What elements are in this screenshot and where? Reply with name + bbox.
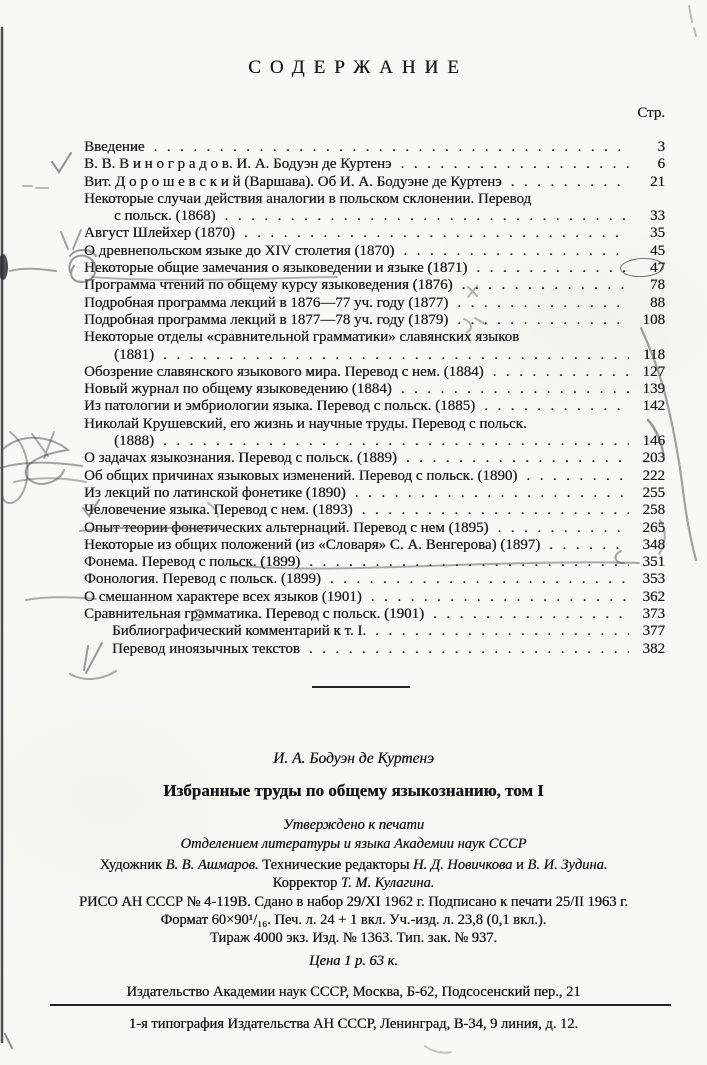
corrector-label: Корректор	[272, 875, 338, 891]
toc-entry-title: Об общих причинах языковых изменений. Перевод с польск. (1890)	[84, 467, 518, 484]
toc-leader-dots	[424, 606, 629, 623]
toc-leader-dots	[353, 502, 629, 519]
toc-entry	[84, 485, 665, 502]
toc-entry	[84, 641, 665, 658]
toc-entry	[84, 191, 665, 208]
toc-leader-dots	[467, 260, 629, 277]
toc-leader-dots	[475, 398, 629, 415]
colophon-tirazh-line: Тираж 4000 экз. Изд. № 1363. Тип. зак. № 937.	[209, 930, 498, 946]
toc-entry	[84, 225, 665, 242]
toc-entry-title: О древнепольском языке до XIV столетия (1870)	[84, 242, 395, 259]
toc-page-number: 139	[642, 381, 665, 398]
toc-entry-title: Некоторые общие замечания о языковедении и языке (1871)	[84, 260, 468, 277]
toc-entry-title: Подробная программа лекций в 1877—78 уч. году (1879)	[84, 311, 449, 328]
toc-entry	[84, 502, 665, 519]
toc-entry-title: Август Шлейхер (1870)	[84, 225, 235, 242]
toc-entry-title: с польск. (1868)	[114, 208, 216, 225]
toc-page-number-circled: 47	[629, 260, 665, 277]
toc-leader-dots	[394, 243, 629, 260]
toc-leader-dots	[448, 295, 629, 312]
tech-editors-label: Технические редакторы	[262, 857, 410, 873]
toc-leader-dots	[488, 520, 629, 537]
toc-page-number: 78	[650, 277, 665, 294]
toc-page-number: 353	[642, 571, 665, 588]
toc-page-number: 348	[642, 536, 665, 553]
section-divider-rule	[312, 686, 410, 688]
tech-editor-2: В. И. Зудина.	[527, 857, 608, 873]
toc-entry-title: Новый журнал по общему языковедению (1884)	[84, 381, 392, 398]
toc-page-number: 6	[657, 156, 665, 173]
toc-page-number: 21	[650, 173, 665, 190]
toc-page-number: 108	[642, 311, 665, 328]
colophon-corrector-line	[0, 875, 707, 892]
colophon-format-line: Формат 60×90¹/₁₆. Печ. л. 24 + 1 вкл. Уч.-изд. л. 23,8 (0,1 вкл.).	[160, 912, 547, 928]
toc-entry-title: Программа чтений по общему курсу языковедения (1876)	[84, 277, 453, 294]
toc-leader-dots	[391, 156, 629, 173]
toc-entry-title: (1881)	[114, 346, 154, 363]
toc-entry	[84, 364, 665, 381]
toc-leader-dots	[144, 139, 629, 156]
toc-entry	[84, 381, 665, 398]
toc-leader-dots	[540, 537, 629, 554]
toc-entry	[84, 260, 665, 277]
toc-entry-title: Вит. Д о р о ш е в с к и й (Варшава). Об И. А. Бодуэне де Куртенэ	[84, 173, 502, 190]
pencil-dash-mark	[23, 186, 48, 188]
toc-entry	[84, 329, 665, 346]
top-right-speck	[689, 6, 696, 36]
toc-entry-continuation	[84, 347, 665, 364]
toc-entry-title: О задачах языкознания. Перевод с польск. (1889)	[84, 450, 397, 467]
colophon-author: И. А. Бодуэн де Куртенэ	[273, 750, 434, 767]
toc-entry	[84, 139, 665, 156]
pencil-big-scribble-e	[14, 478, 86, 482]
toc-page-number: 45	[650, 242, 665, 259]
toc-entry-title: Подробная программа лекций в 1876—77 уч. году (1877)	[84, 294, 449, 311]
toc-page-number: 351	[642, 554, 665, 571]
toc-page-number: 203	[642, 450, 665, 467]
toc-leader-dots	[154, 347, 629, 364]
toc-page-number: 33	[650, 208, 665, 225]
colophon-approved-line2: Отделением литературы и языка Академии наук СССР	[180, 836, 527, 852]
toc-entry-title: Человечение языка. Перевод с нем. (1893)	[84, 502, 353, 519]
artist-name: В. В. Ашмаров.	[165, 857, 259, 873]
toc-page-number: 146	[642, 433, 665, 450]
toc-entry	[84, 537, 665, 554]
colophon-staff-line	[0, 857, 707, 874]
toc-page-number: 362	[642, 588, 665, 605]
pencil-check-mark	[52, 153, 71, 172]
pencil-big-scribble-a	[2, 438, 68, 484]
toc-entry	[84, 589, 665, 606]
toc-leader-dots	[484, 364, 629, 381]
toc-leader-dots	[517, 468, 629, 485]
toc-entry-title: Николай Крушевский, его жизнь и научные труды. Перевод с польск.	[84, 415, 527, 432]
toc-page-number: 265	[642, 519, 665, 536]
toc-leader-dots	[346, 485, 629, 502]
table-of-contents	[84, 139, 665, 658]
toc-entry-title: Из лекций по латинской фонетике (1890)	[84, 484, 346, 501]
scan-edge-tick	[5, 1034, 12, 1048]
toc-page-number: 142	[642, 398, 665, 415]
pencil-slash-marks	[61, 230, 81, 249]
toc-entry-title: О смешанном характере всех языков (1901)	[84, 588, 362, 605]
toc-entry-title: Обозрение славянского языкового мира. Перевод с нем. (1884)	[84, 363, 484, 380]
toc-entry	[84, 623, 665, 640]
colophon-price-line: Цена 1 р. 63 к.	[309, 953, 398, 969]
toc-entry-title: (1888)	[114, 433, 154, 450]
toc-leader-dots	[366, 623, 629, 640]
toc-leader-dots	[321, 571, 629, 588]
toc-leader-dots	[300, 554, 629, 571]
toc-page-number: 127	[642, 363, 665, 380]
toc-entry-title: Фонология. Перевод с польск. (1899)	[84, 571, 321, 588]
toc-page-number: 118	[643, 346, 665, 363]
tech-editor-1: Н. Д. Новичкова	[413, 857, 513, 873]
toc-leader-dots	[362, 589, 629, 606]
toc-entry	[84, 520, 665, 537]
toc-entry	[84, 243, 665, 260]
toc-entry	[84, 277, 665, 294]
corrector-name: Т. М. Кулагина.	[340, 875, 435, 891]
pencil-big-scribble-d	[32, 432, 54, 458]
colophon-publisher-line: Издательство Академии наук СССР, Москва, Б-62, Подсосенский пер., 21	[126, 984, 581, 1000]
toc-entry-title: Введение	[84, 139, 145, 155]
toc-entry	[84, 398, 665, 415]
toc-entry-continuation	[84, 433, 665, 450]
toc-entry	[84, 606, 665, 623]
colophon-printer-line: 1-я типография Издательства АН СССР, Ленинград, В-34, 9 линия, д. 12.	[128, 1016, 579, 1032]
toc-leader-dots	[397, 450, 629, 467]
toc-entry	[84, 416, 665, 433]
toc-entry-title: В. В. В и н о г р а д о в. И. А. Бодуэн де Куртенэ	[84, 156, 392, 173]
toc-entry	[84, 468, 665, 485]
colophon-book-title: Избранные труды по общему языкознанию, том I	[163, 781, 544, 800]
toc-page-number: 258	[642, 502, 665, 519]
toc-page-number: 35	[650, 225, 665, 242]
toc-leader-dots	[216, 208, 630, 225]
toc-leader-dots	[453, 277, 629, 294]
page-column-header: Стр.	[637, 105, 665, 121]
pencil-curl-mark	[70, 671, 116, 679]
artist-label: Художник	[99, 857, 162, 873]
toc-leader-dots	[154, 433, 629, 450]
toc-entry-title: Фонема. Перевод с польск. (1899)	[84, 554, 301, 571]
pencil-big-scribble-b	[2, 432, 28, 503]
bottom-smudge	[425, 1046, 451, 1053]
toc-page-number: 377	[642, 623, 665, 640]
toc-page-number: 382	[642, 640, 665, 657]
toc-page-number: 88	[650, 294, 665, 311]
toc-entry-title: Из патологии и эмбриологии языка. Перевод с польск. (1885)	[84, 398, 476, 415]
toc-entry	[84, 450, 665, 467]
toc-leader-dots	[235, 225, 629, 242]
colophon-approved-line1: Утверждено к печати	[282, 817, 425, 833]
toc-leader-dots	[502, 174, 629, 191]
margin-ink-blob	[0, 254, 8, 280]
toc-entry-title: Сравнительная грамматика. Перевод с польск. (1901)	[84, 606, 425, 623]
toc-entry-title: Опыт теории фонетических альтернаций. Перевод с нем (1895)	[84, 519, 489, 536]
toc-entry	[84, 571, 665, 588]
toc-entry-title: Перевод иноязычных текстов	[112, 640, 300, 657]
toc-entry	[84, 174, 665, 191]
toc-entry-continuation	[84, 208, 665, 225]
toc-entry-title: Некоторые отделы «сравнительной грамматики» славянских языков	[84, 329, 520, 346]
toc-page-number: 255	[642, 484, 665, 501]
toc-entry	[84, 554, 665, 571]
toc-page-number: 222	[642, 467, 665, 484]
toc-entry-title: Библиографический комментарий к т. I.	[112, 623, 367, 640]
toc-leader-dots	[448, 312, 629, 329]
toc-leader-dots	[392, 381, 629, 398]
toc-leader-dots	[300, 641, 629, 658]
pencil-margin-dash	[10, 269, 56, 271]
toc-entry	[84, 156, 665, 173]
toc-entry	[84, 312, 665, 329]
and-word: и	[515, 857, 524, 873]
bottom-divider-rule	[50, 1004, 671, 1006]
toc-entry	[84, 295, 665, 312]
toc-page-number: 373	[642, 606, 665, 623]
colophon-riso-line: РИСО АН СССР № 4-119В. Сдано в набор 29/XI 1962 г. Подписано к печати 25/II 1963 г.	[78, 894, 628, 910]
toc-entry-title: Некоторые из общих положений (из «Словаря» С. А. Венгерова) (1897)	[84, 536, 541, 553]
pencil-big-scribble-c	[0, 463, 82, 469]
page-title: СОДЕРЖАНИЕ	[248, 57, 468, 78]
toc-entry-title: Некоторые случаи действия аналогии в польском склонении. Перевод	[84, 190, 532, 207]
toc-page-number: 3	[657, 139, 665, 155]
